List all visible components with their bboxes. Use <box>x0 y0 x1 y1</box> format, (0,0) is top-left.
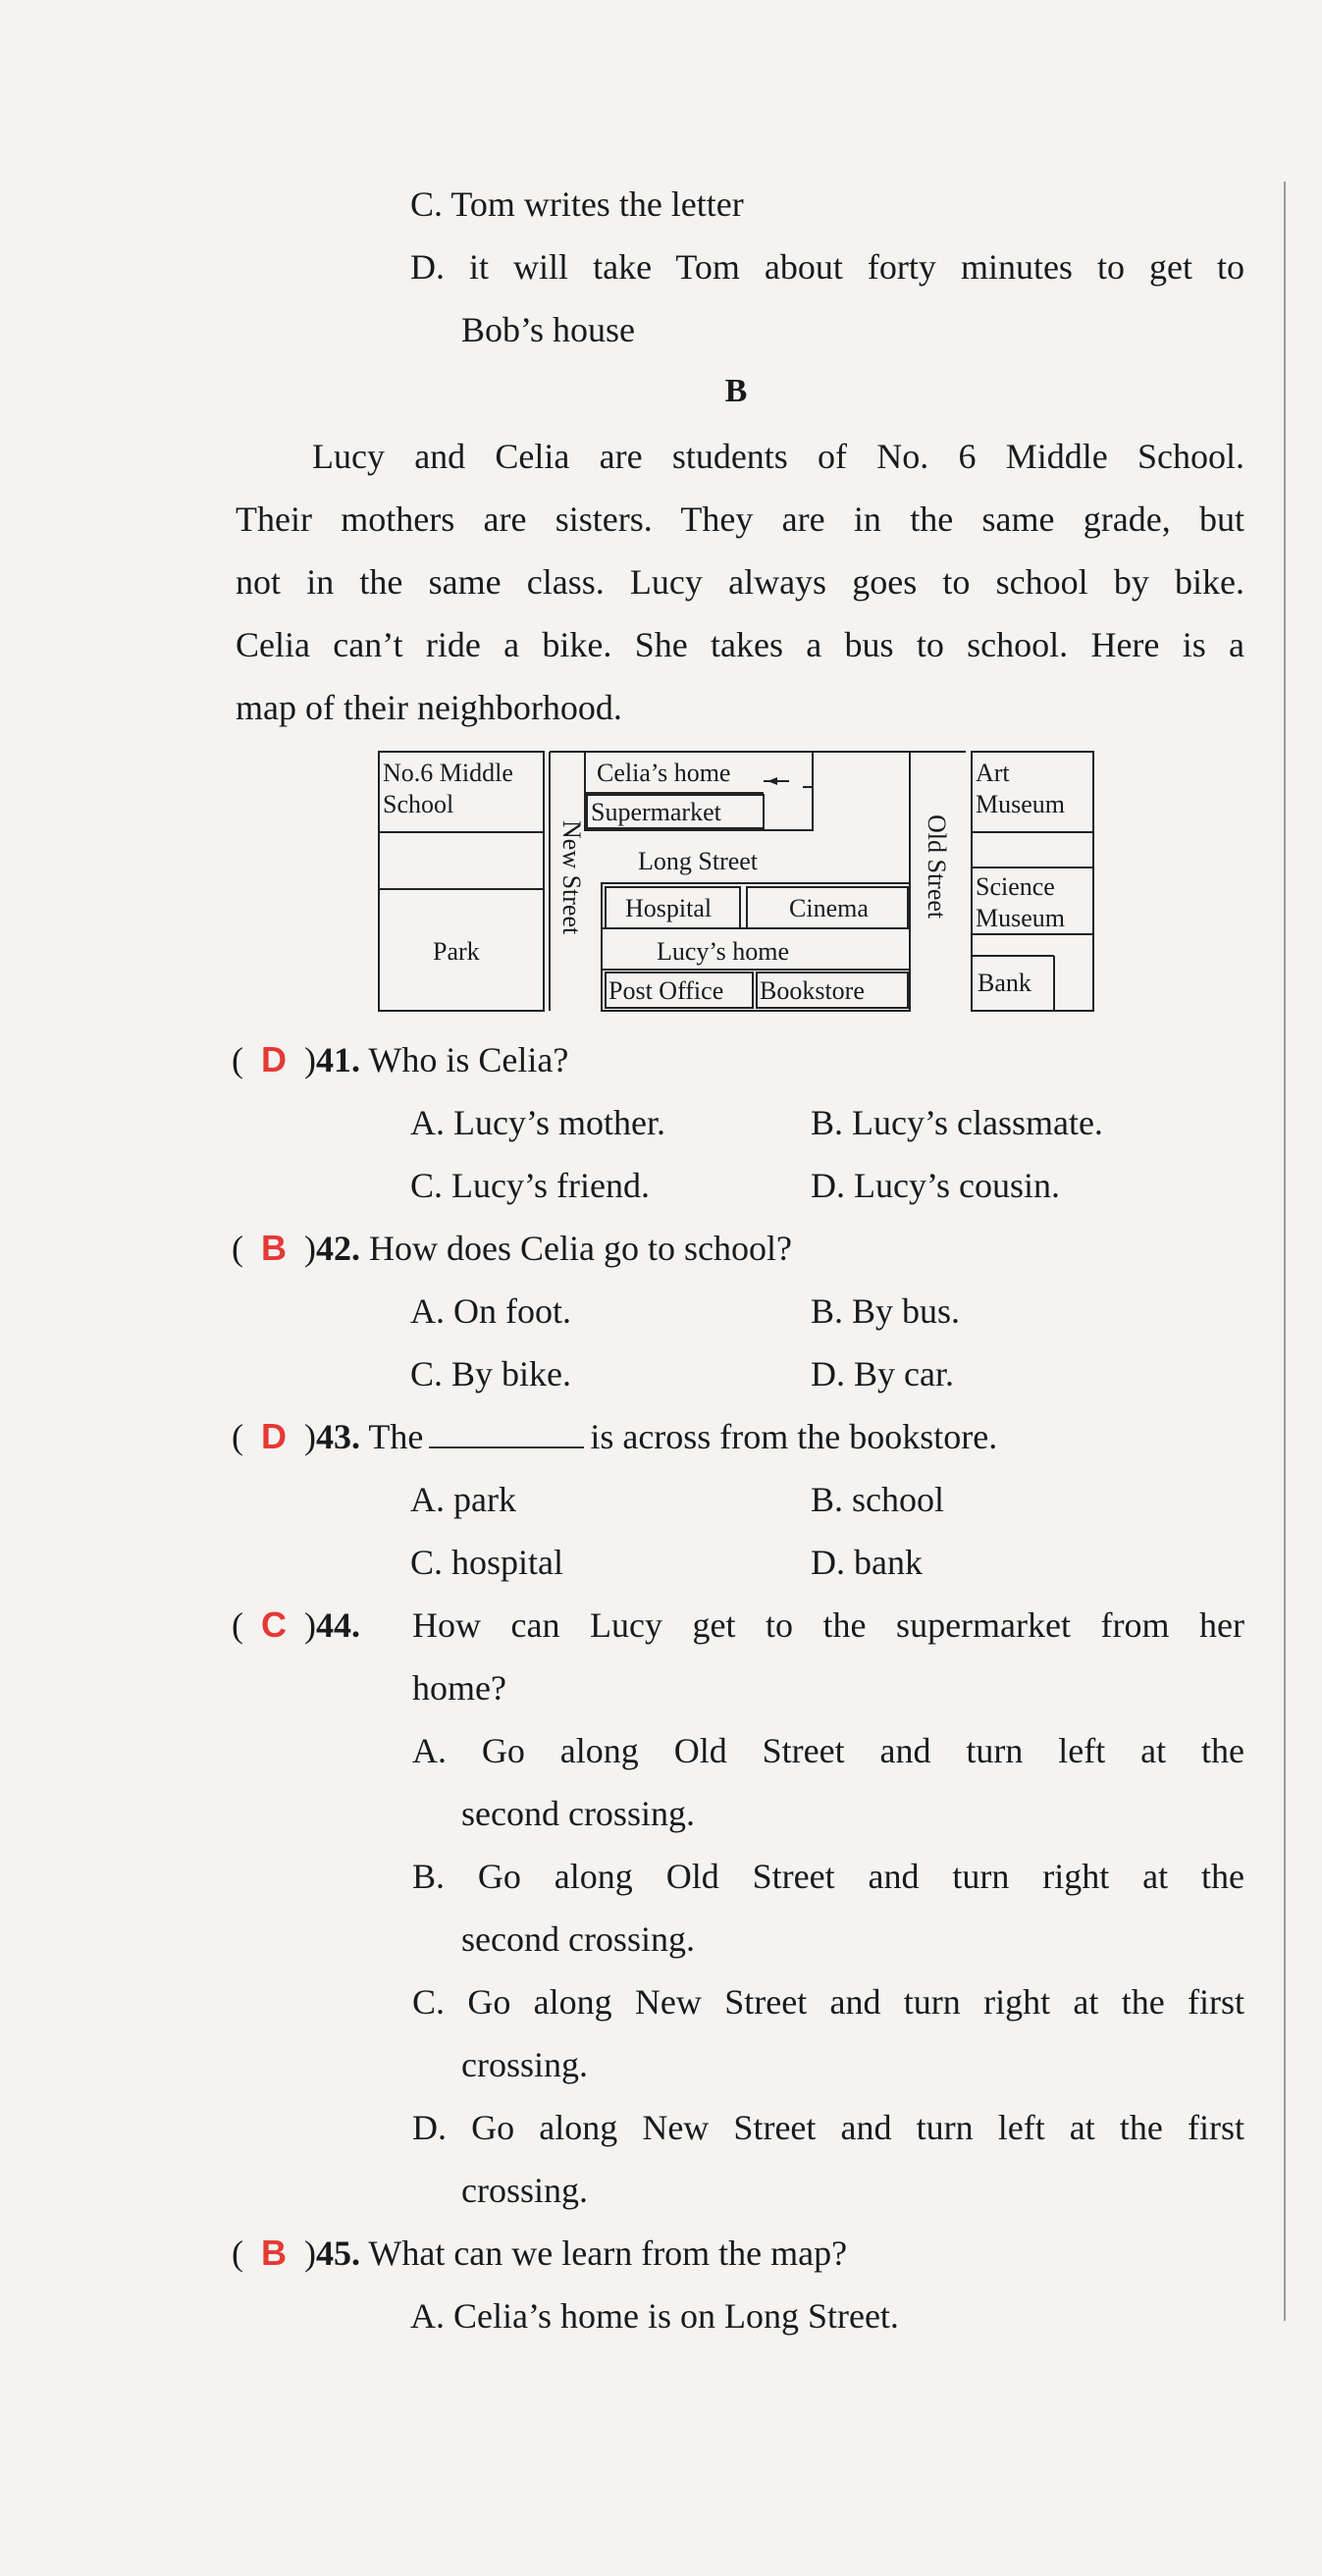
q42-option-d: D. By car. <box>811 1354 954 1393</box>
q44-stem-line2: home? <box>412 1668 506 1708</box>
q44-option-b-line1: B. Go along Old Street and turn right at the <box>412 1857 1244 1896</box>
question-number: 43. <box>316 1417 360 1456</box>
answer-mark: D <box>261 1039 287 1079</box>
prev-option-d-line1: D. it will take Tom about forty minutes to get to <box>410 247 1244 287</box>
answer-blank <box>429 1417 584 1448</box>
map-label-science-1: Science <box>976 872 1055 901</box>
q41-option-a: A. Lucy’s mother. <box>410 1103 665 1142</box>
map-block-blank <box>379 832 544 889</box>
q44-option-d-line2: crossing. <box>461 2171 588 2210</box>
neighborhood-map <box>377 750 1095 1015</box>
passage-line-1: Lucy and Celia are students of No. 6 Middle School. <box>312 437 1244 476</box>
map-label-supermarket: Supermarket <box>591 798 721 826</box>
q43-option-a: A. park <box>410 1480 516 1519</box>
passage-line-5: map of their neighborhood. <box>236 688 622 727</box>
q42-option-c: C. By bike. <box>410 1354 572 1393</box>
q41-option-d: D. Lucy’s cousin. <box>811 1166 1060 1205</box>
paren-open: ( <box>232 1605 243 1645</box>
question-stem-after: is across from the bookstore. <box>590 1417 998 1456</box>
paren-close: ) <box>304 1417 316 1456</box>
answer-mark: B <box>261 1228 287 1268</box>
map-label-cinema: Cinema <box>789 894 869 922</box>
answer-mark: B <box>261 2233 287 2273</box>
map-label-new-street: New Street <box>557 820 586 935</box>
question-43 <box>232 1415 997 1458</box>
map-label-long-street: Long Street <box>638 847 759 875</box>
map-label-bookstore: Bookstore <box>760 976 865 1005</box>
prev-option-d-line2: Bob’s house <box>461 310 636 349</box>
map-label-hospital: Hospital <box>625 894 713 922</box>
map-label-art-2: Museum <box>976 790 1065 818</box>
question-stem-before: The <box>368 1417 424 1456</box>
question-45 <box>232 2232 847 2275</box>
q41-option-c: C. Lucy’s friend. <box>410 1166 650 1205</box>
map-label-old-street: Old Street <box>923 815 951 920</box>
question-number: 41. <box>316 1040 360 1079</box>
q44-option-d-line1: D. Go along New Street and turn left at the first <box>412 2108 1244 2147</box>
question-42 <box>232 1227 792 1270</box>
question-number: 44. <box>316 1605 360 1645</box>
q42-option-a: A. On foot. <box>410 1291 571 1331</box>
q44-option-a-line1: A. Go along Old Street and turn left at the <box>412 1731 1244 1770</box>
map-label-school-1: No.6 Middle <box>383 759 513 787</box>
map-drawing <box>377 750 1095 1015</box>
map-label-science-2: Museum <box>976 904 1065 932</box>
prev-option-c: C. Tom writes the letter <box>410 184 744 224</box>
question-stem: How does Celia go to school? <box>369 1229 792 1268</box>
q44-option-c-line1: C. Go along New Street and turn right at the first <box>412 1982 1244 2022</box>
paren-open: ( <box>232 1417 243 1456</box>
map-label-art-1: Art <box>976 759 1010 787</box>
q43-option-c: C. hospital <box>410 1543 564 1582</box>
map-label-park: Park <box>433 937 480 966</box>
arrow-icon <box>767 777 777 785</box>
right-margin-rule <box>1284 182 1286 2321</box>
q45-option-a: A. Celia’s home is on Long Street. <box>410 2296 899 2336</box>
question-stem: Who is Celia? <box>368 1040 569 1079</box>
map-label-bank: Bank <box>978 969 1031 997</box>
map-label-post-office: Post Office <box>608 976 724 1005</box>
question-number: 45. <box>316 2234 360 2273</box>
question-stem: What can we learn from the map? <box>368 2234 848 2273</box>
q44-option-a-line2: second crossing. <box>461 1794 695 1833</box>
paren-close: ) <box>304 1605 316 1645</box>
q41-option-b: B. Lucy’s classmate. <box>811 1103 1103 1142</box>
passage-line-2: Their mothers are sisters. They are in the same grade, but <box>236 499 1244 539</box>
q44-option-c-line2: crossing. <box>461 2045 588 2084</box>
passage-line-3: not in the same class. Lucy always goes to school by bike. <box>236 562 1244 602</box>
map-label-school-2: School <box>383 790 454 818</box>
question-number: 42. <box>316 1229 360 1268</box>
map-label-lucy-home: Lucy’s home <box>657 937 790 966</box>
q44-stem-line1: How can Lucy get to the supermarket from her <box>412 1605 1244 1645</box>
paren-close: ) <box>304 1040 316 1079</box>
paren-open: ( <box>232 1040 243 1079</box>
q43-option-b: B. school <box>811 1480 945 1519</box>
answer-mark: C <box>261 1604 287 1645</box>
paren-open: ( <box>232 2234 243 2273</box>
paren-open: ( <box>232 1229 243 1268</box>
answer-mark: D <box>261 1416 287 1456</box>
map-block-blank-right <box>972 832 1093 867</box>
q43-option-d: D. bank <box>811 1543 923 1582</box>
paren-close: ) <box>304 1229 316 1268</box>
paren-close: ) <box>304 2234 316 2273</box>
passage-line-4: Celia can’t ride a bike. She takes a bus to school. Here is a <box>236 625 1244 664</box>
section-heading: B <box>724 373 748 409</box>
q44-option-b-line2: second crossing. <box>461 1919 695 1959</box>
map-label-celia-home: Celia’s home <box>597 759 731 787</box>
question-41 <box>232 1038 568 1081</box>
q42-option-b: B. By bus. <box>811 1291 961 1331</box>
